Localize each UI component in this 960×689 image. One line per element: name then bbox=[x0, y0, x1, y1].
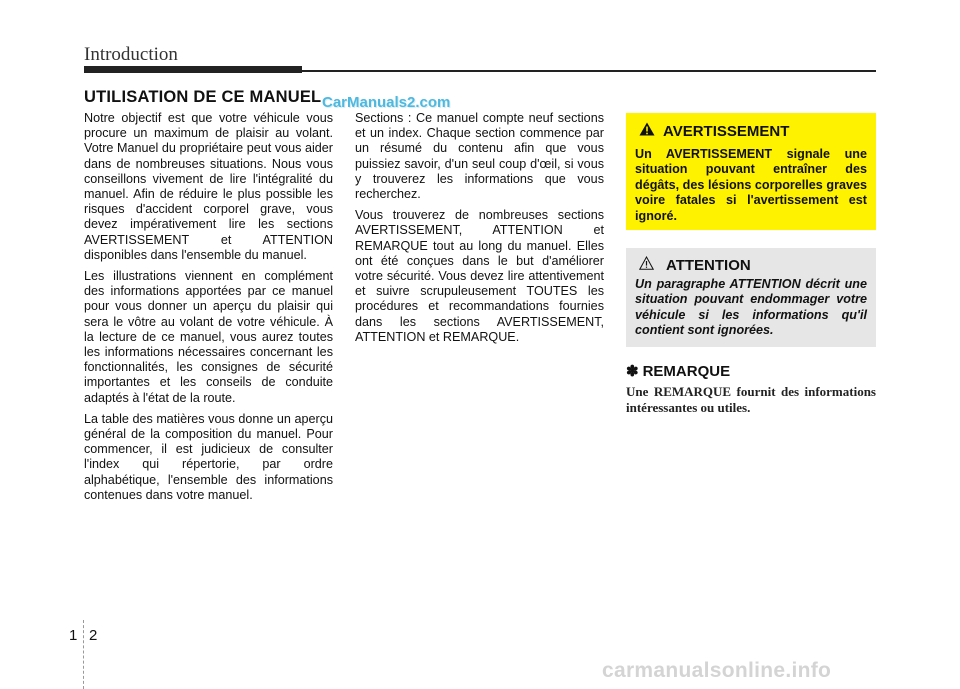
note-star-icon: ✽ bbox=[626, 363, 639, 380]
column-1-paragraph-1: Notre objectif est que votre véhicule vous procure un maximum de plaisir au volant. Votre Manuel du propriétaire peut vous aider dans de nombreuses situations. Nous vous conseillons vivement de lire l'intégralité du manuel. Afin de réduire le plus possible les risques d'accident corporel grave, vous devez impérativement lire les sections AVERTISSEMENT et ATTENTION disponibles dans l'ensemble du manuel. bbox=[84, 111, 333, 262]
warning-triangle-icon bbox=[639, 122, 663, 141]
footer-watermark: carmanualsonline.info bbox=[602, 659, 832, 682]
note-header bbox=[626, 362, 730, 380]
page-number: 2 bbox=[89, 627, 98, 644]
column-1-paragraph-2: Les illustrations viennent en complément des informations apportées par ce manuel pour vous donner un aperçu du plaisir qui sera le vôtre au volant de votre véhicule. À la lecture de ce manuel, vous aurez toutes les informations nécessaires concernant les fonctionnalités, les consignes de sécurité importantes et les conseils de conduite adaptés à l'état de la route. bbox=[84, 269, 333, 405]
caution-triangle-icon bbox=[639, 256, 666, 275]
page-divider bbox=[83, 620, 84, 689]
column-1 bbox=[84, 111, 333, 509]
warning-header bbox=[639, 122, 867, 141]
header-title: Introduction bbox=[84, 44, 178, 65]
warning-body: Un AVERTISSEMENT signale une situation pouvant entraîner des dégâts, des lésions corporelles graves voire fatales si l'avertissement est ignoré. bbox=[635, 147, 867, 223]
section-title: UTILISATION DE CE MANUEL bbox=[84, 88, 322, 106]
chapter-number: 1 bbox=[69, 627, 78, 644]
column-2-paragraph-1: Sections : Ce manuel compte neuf sections et un index. Chaque section commence par un résumé du contenu afin que vous puissiez savoir, d'un seul coup d'œil, si vous y trouverez les informations que vous recherchez. bbox=[355, 111, 604, 202]
column-1-paragraph-3: La table des matières vous donne un aperçu général de la composition du manuel. Pour commencer, il est judicieux de consulter l'index qui répertorie, par ordre alphabétique, l'ensemble des informations contenues dans votre manuel. bbox=[84, 411, 333, 502]
caution-body: Un paragraphe ATTENTION décrit une situation pouvant endommager votre véhicule si les informations qu'il contient sont ignorées. bbox=[635, 277, 867, 338]
caution-box bbox=[626, 248, 876, 347]
caution-header bbox=[639, 256, 867, 275]
column-2 bbox=[355, 111, 604, 351]
watermark-link[interactable]: CarManuals2.com bbox=[322, 94, 451, 111]
note-body: Une REMARQUE fournit des informations intéressantes ou utiles. bbox=[626, 384, 876, 415]
note-title: REMARQUE bbox=[642, 362, 731, 380]
column-2-paragraph-2: Vous trouverez de nombreuses sections AVERTISSEMENT, ATTENTION et REMARQUE tout au long du manuel. Elles ont été conçues dans le but d'améliorer votre sécurité. Vous devez lire attentivement et suivre scrupuleusement TOUTES les procédures et recommandations fournies dans les sections AVERTISSEMENT, ATTENTION et REMARQUE. bbox=[355, 208, 604, 344]
warning-title: AVERTISSEMENT bbox=[663, 123, 790, 140]
header-rule-accent bbox=[84, 66, 302, 73]
caution-title: ATTENTION bbox=[666, 257, 751, 274]
warning-box bbox=[626, 113, 876, 230]
